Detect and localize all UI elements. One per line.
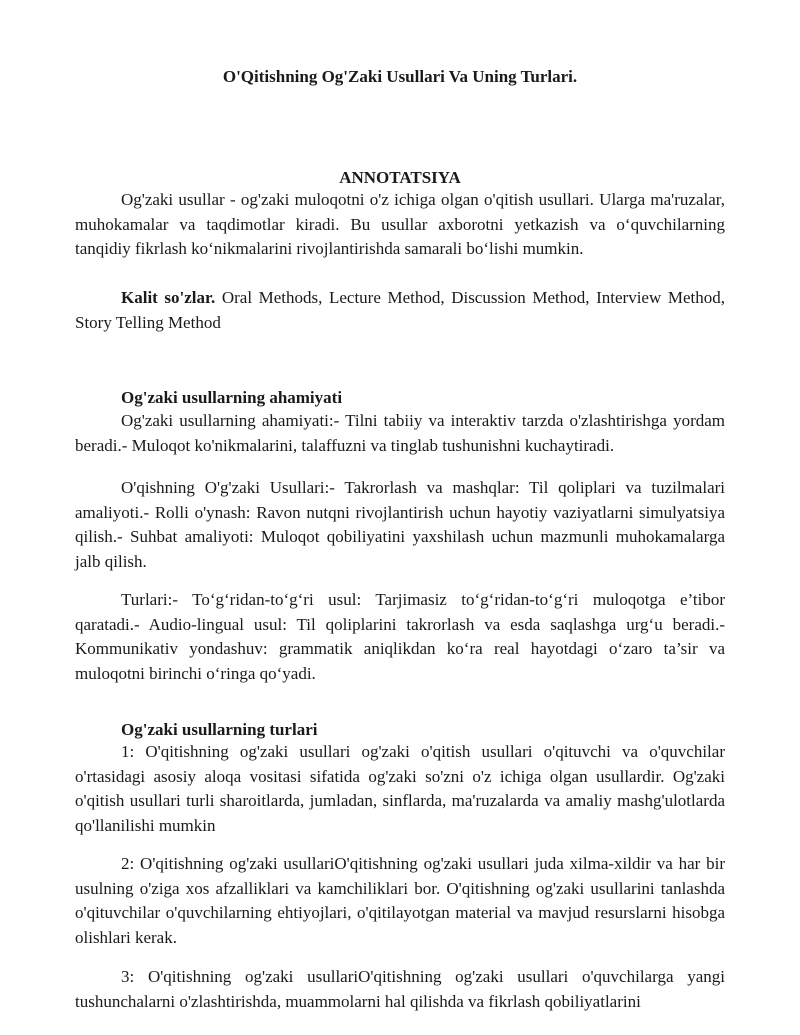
document-title: O'Qitishning Og'Zaki Usullari Va Uning Turlari. xyxy=(222,67,578,86)
abstract-paragraph: Og'zaki usullar - og'zaki muloqotni o'z ichiga olgan o'qitish usullari. Ularga ma'ruzalar, muhokamalar va taqdimotlar kiradi. Bu usullar axborotni yetkazish va o‘quvchilarning tanqidiy fikrlash ko‘nikmalarini rivojlantirishda samarali bo‘lishi mumkin. xyxy=(75,190,725,258)
abstract-heading: ANNOTATSIYA xyxy=(339,168,461,187)
section2-paragraph-2: 2: O'qitishning og'zaki usullariO'qitishning og'zaki usullari juda xilma-xildir va har bir usulning o'ziga xos afzalliklari va kamchiliklari bor. O'qitishning og'zaki usullarini tanlashda o'qituvchilar o'quvchilarning ehtiyojlari, o'qitilayotgan material va mavjud resurslarni hisobga olishlari kerak. xyxy=(75,854,725,947)
section-heading-importance: Og'zaki usullarning ahamiyati xyxy=(121,388,343,407)
section1-paragraph-1: Og'zaki usullarning ahamiyati:- Tilni tabiiy va interaktiv tarzda o'zlashtirishga yordam beradi.- Muloqot ko'nikmalarini, talaffuzni va tinglab tushunishni kuchaytiradi. xyxy=(75,411,725,455)
section1-paragraph-3: Turlari:- To‘g‘ridan-to‘g‘ri usul: Tarjimasiz to‘g‘ridan-to‘g‘ri muloqotga e’tibor qaratadi.- Audio-lingual usul: Til qoliplarini takrorlash va esda saqlashga urg‘u beradi.- Kommunikativ yondashuv: grammatik aniqlikdan ko‘ra real hayotdagi o‘zaro ta’sir va muloqotni birinchi o‘ringa qo‘yadi. xyxy=(75,590,725,683)
section-heading-types: Og'zaki usullarning turlari xyxy=(121,720,318,739)
keywords-paragraph xyxy=(75,286,725,335)
section2-paragraph-1: 1: O'qitishning og'zaki usullari og'zaki o'qitish usullari o'qituvchi va o'quvchilar o'rtasidagi asosiy aloqa vositasi sifatida og'zaki so'zni o'z ichiga olgan usullardir. Og'zaki o'qitish usullari turli sharoitlarda, jumladan, sinflarda, ma'ruzalarda va amaliy mashg'ulotlarda qo'llanilishi mumkin xyxy=(75,742,725,835)
section1-paragraph-2: O'qishning O'g'zaki Usullari:- Takrorlash va mashqlar: Til qoliplari va tuzilmalari amaliyoti.- Rolli o'ynash: Ravon nutqni rivojlantirish uchun hayotiy vaziyatlarni simulyatsiya qilish.- Suhbat amaliyoti: Muloqot qobiliyatini yaxshilash uchun mazmunli muhokamalarga jalb qilish. xyxy=(75,478,725,571)
keywords-text: Oral Methods, Lecture Method, Discussion Method, Interview Method, Story Telling Method xyxy=(75,288,725,332)
keywords-label: Kalit so'zlar. xyxy=(121,288,216,307)
section2-paragraph-3: 3: O'qitishning og'zaki usullariO'qitishning og'zaki usullari o'quvchilarga yangi tushunchalarni o'zlashtirishda, muammolarni hal qilishda va fikrlash qobiliyatlarini xyxy=(75,967,725,1011)
